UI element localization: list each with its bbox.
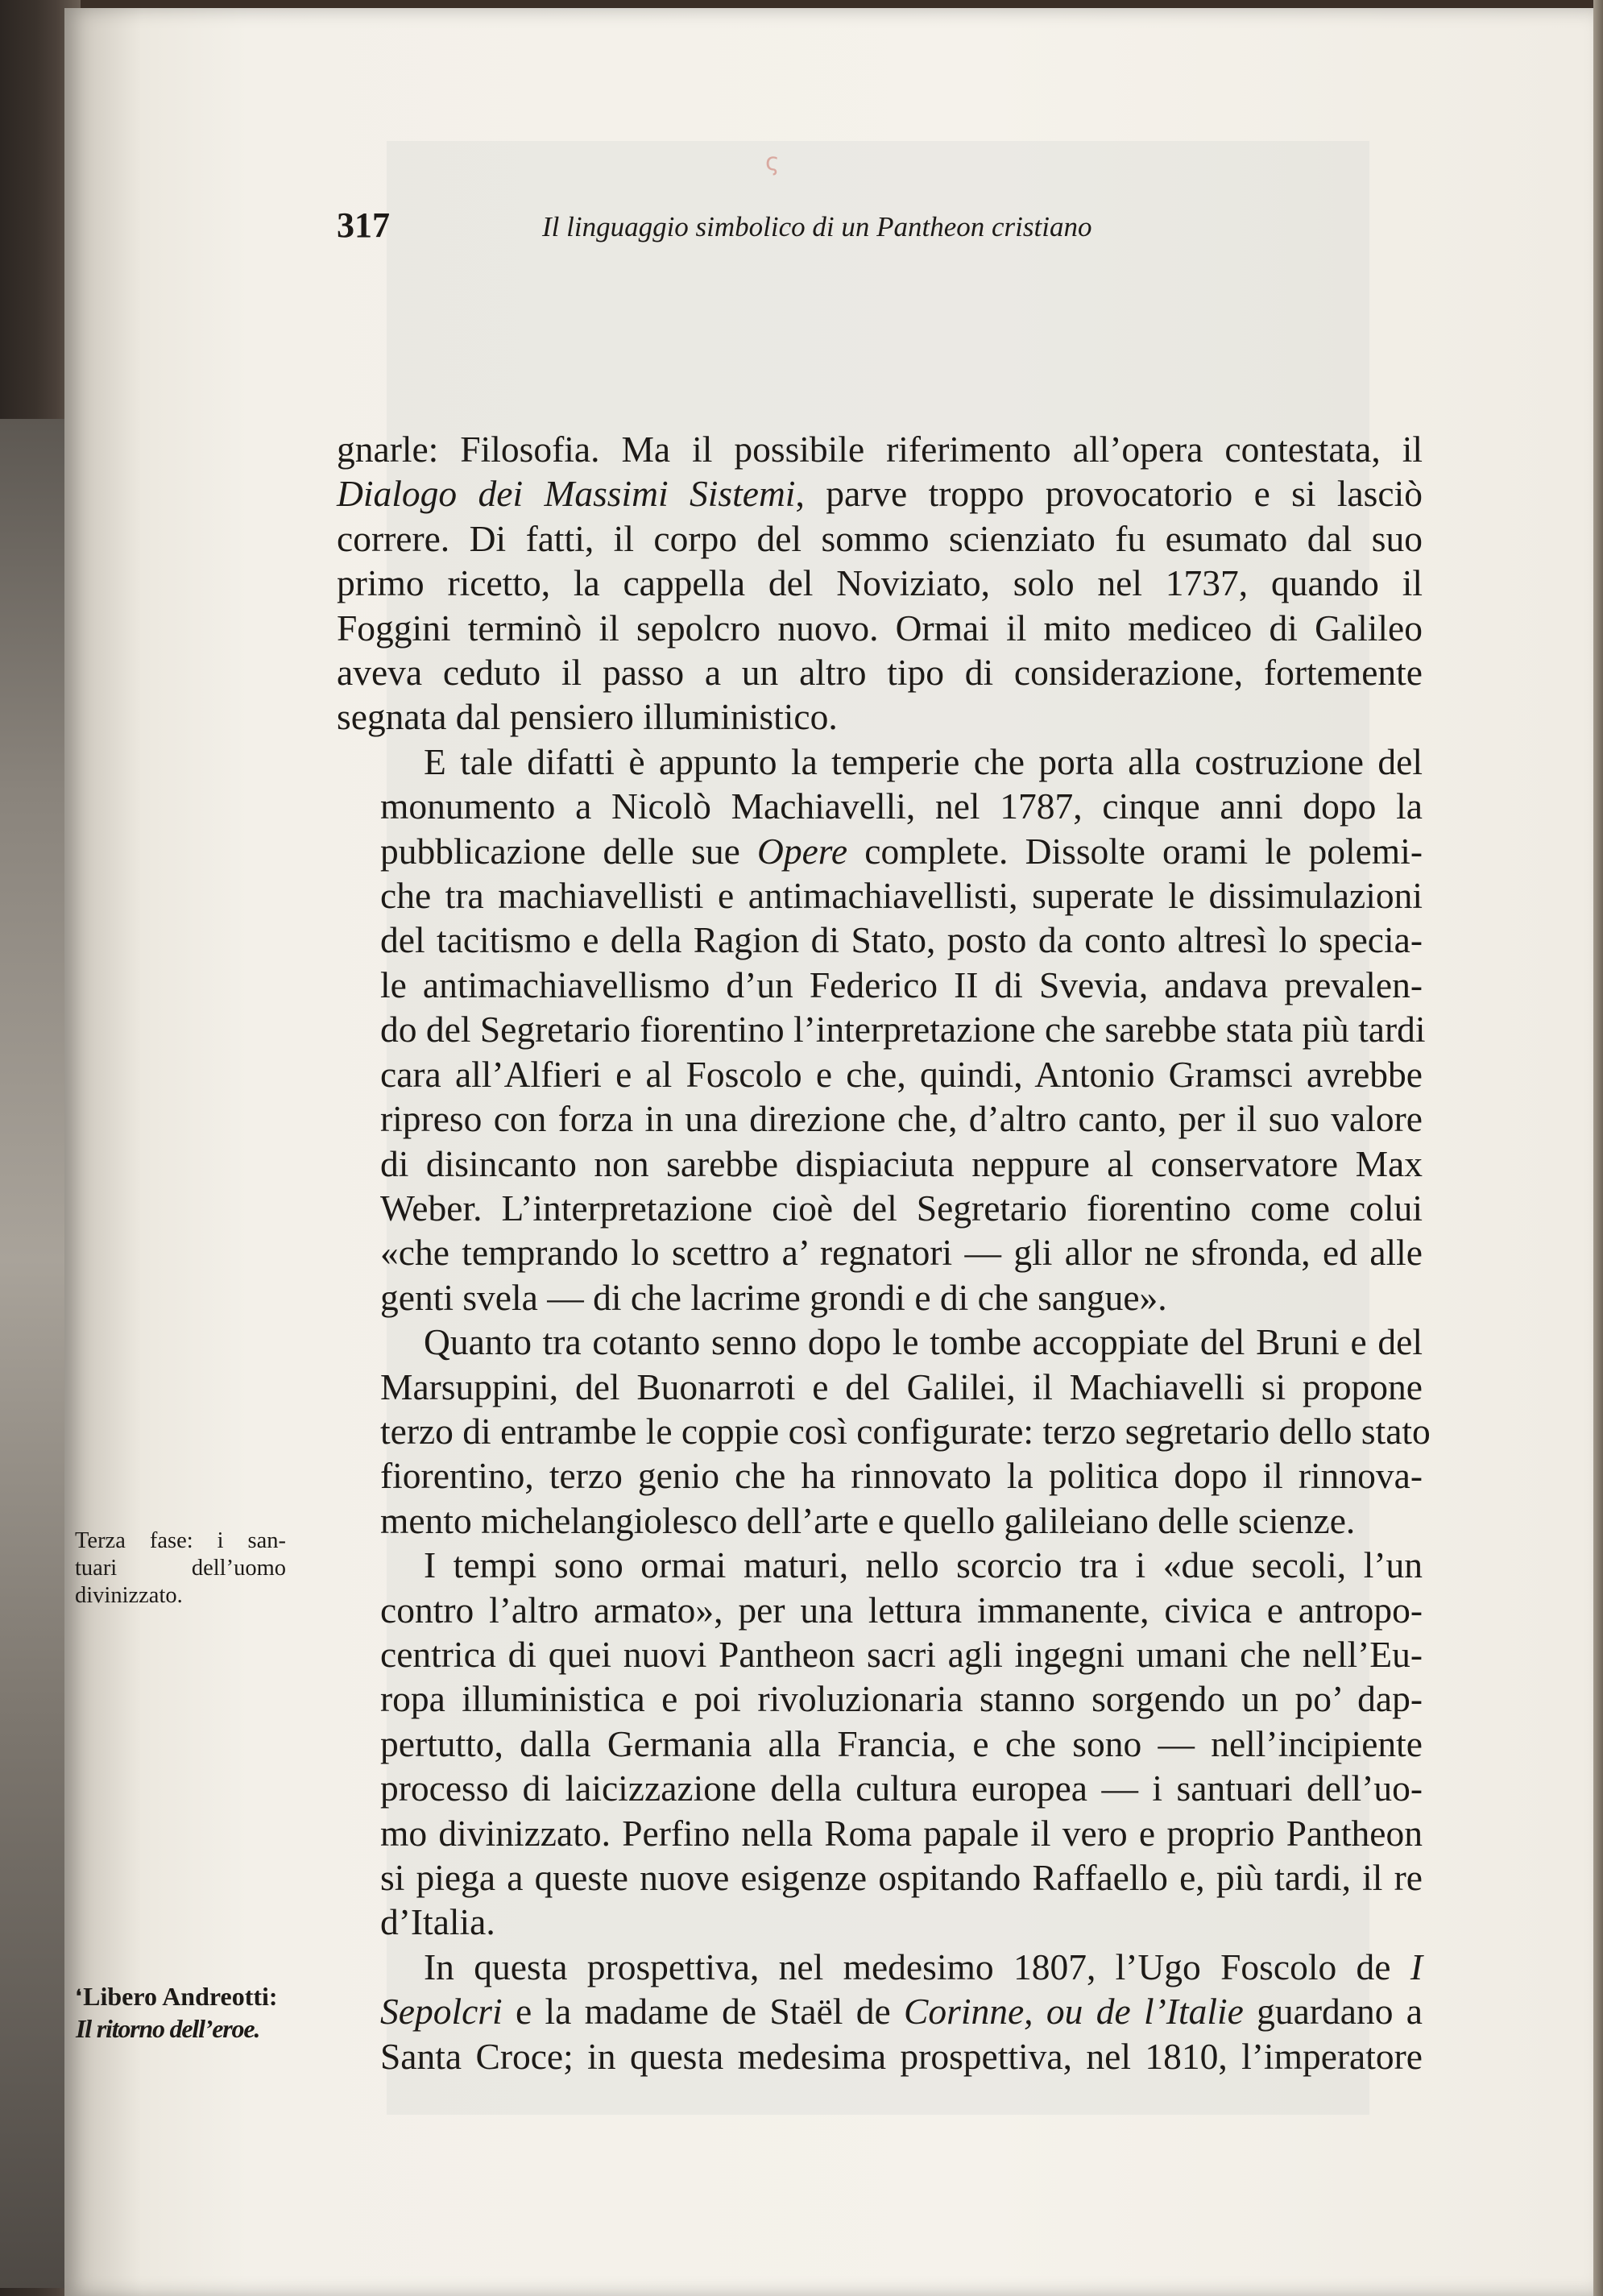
text-line: Foggini terminò il sepolcro nuovo. Ormai il mito mediceo di Galileo — [337, 607, 1423, 649]
text-line: del tacitismo e della Ragion di Stato, posto da conto altresì lo specia- — [380, 919, 1423, 961]
text-line: In questa prospettiva, nel medesimo 1807, l’Ugo Foscolo de I — [424, 1946, 1423, 1987]
work-title: Dialogo dei Massimi Sistemi — [337, 473, 796, 515]
text-line: si piega a queste nuove esigenze ospitando Raffaello e, più tardi, il re — [380, 1857, 1423, 1898]
text-line: I tempi sono ormai maturi, nello scorcio tra i «due secoli, l’un — [424, 1544, 1423, 1586]
margin-note-line: Terza fase: i san- — [75, 1528, 286, 1553]
text-line: Weber. L’interpretazione cioè del Segretario fiorentino come colui — [380, 1187, 1423, 1229]
text-line: Santa Croce; in questa medesima prospettiva, nel 1810, l’imperatore — [380, 2035, 1423, 2077]
margin-note — [75, 1527, 286, 1610]
work-title: Opere — [757, 830, 848, 872]
text-line: centrica di quei nuovi Pantheon sacri agli ingegni umani che nell’Eu- — [380, 1633, 1423, 1675]
text-line: segnata dal pensiero illuministico. — [337, 696, 838, 738]
text-line: terzo di entrambe le coppie così configurate: terzo segretario dello stato — [380, 1410, 1431, 1452]
text-line: processo di laicizzazione della cultura europea — i santuari dell’uo- — [380, 1768, 1423, 1809]
text-line: Quanto tra cotanto senno dopo le tombe accoppiate del Bruni e del — [424, 1321, 1423, 1363]
text-line: gnarle: Filosofia. Ma il possibile riferimento all’opera contestata, il — [337, 429, 1423, 470]
text-line: correre. Di fatti, il corpo del sommo scienziato fu esumato dal suo — [337, 517, 1423, 559]
paragraph — [337, 1543, 1423, 1945]
text-line: fiorentino, terzo genio che ha rinnovato la politica dopo il rinnova- — [380, 1455, 1423, 1497]
text-line: Marsuppini, del Buonarroti e del Galilei, il Machiavelli si propone — [380, 1366, 1423, 1407]
text-line: ropa illuministica e poi rivoluzionaria stanno sorgendo un po’ dap- — [380, 1678, 1423, 1720]
text-line: pertutto, dalla Germania alla Francia, e che sono — nell’incipiente — [380, 1722, 1423, 1764]
text-line: aveva ceduto il passo a un altro tipo di considerazione, fortemente — [337, 652, 1423, 694]
text-line: monumento a Nicolò Machiavelli, nel 1787, cinque anni dopo la — [380, 785, 1423, 827]
book-right-edge — [1593, 0, 1603, 2296]
text-line: E tale difatti è appunto la temperie che porta alla costruzione del — [424, 740, 1423, 782]
paragraph — [337, 1945, 1423, 2078]
text-line: di disincanto non sarebbe dispiaciuta neppure al conservatore Max — [380, 1142, 1423, 1184]
paragraph — [337, 427, 1423, 740]
caption-artist: ❛Libero Andreotti: — [76, 1982, 278, 2011]
text-line: ripreso con forza in una direzione che, d’altro canto, per il suo valore — [380, 1098, 1423, 1140]
caption-work-title: Il ritorno dell’eroe. — [76, 2014, 260, 2043]
text-line: genti svela — di che lacrime grondi e di che sangue». — [380, 1276, 1167, 1318]
text-line: do del Segretario fiorentino l’interpretazione che sarebbe stata più tardi — [380, 1009, 1426, 1051]
caption-bullet-icon: ❛ — [76, 1986, 82, 2006]
text-line: le antimachiavellismo d’un Federico II di Svevia, andava prevalen- — [380, 964, 1423, 1005]
text-line: cara all’Alfieri e al Foscolo e che, quindi, Antonio Gramsci avrebbe — [380, 1053, 1423, 1095]
text-line: mo divinizzato. Perfino nella Roma papale il vero e proprio Pantheon — [380, 1812, 1423, 1854]
text-line: Sepolcri e la madame de Staël de Corinne, ou de l’Italie guardano a — [380, 1991, 1423, 2033]
paragraph — [337, 1320, 1431, 1543]
pencil-mark: ς — [765, 148, 780, 176]
work-title: Corinne, ou de l’Italie — [904, 1991, 1244, 2033]
figure-caption — [76, 1980, 292, 2045]
text-line: pubblicazione delle sue Opere complete. Dissolte orami le polemi- — [380, 830, 1423, 872]
text-line: contro l’altro armato», per una lettura immanente, civica e antropo- — [380, 1589, 1423, 1631]
work-title: I — [1410, 1946, 1423, 1987]
margin-note-line: tuari dell’uomo — [75, 1556, 286, 1581]
text-line: mento michelangiolesco dell’arte e quello galileiano delle scienze. — [380, 1499, 1356, 1541]
running-head — [337, 201, 1424, 250]
work-title: Sepolcri — [380, 1991, 503, 2033]
running-title: Il linguaggio simbolico di un Pantheon cristiano — [542, 211, 1092, 242]
body-text — [337, 427, 1431, 2078]
text-line: d’Italia. — [380, 1901, 495, 1943]
paragraph — [337, 740, 1426, 1320]
page-number: 317 — [337, 205, 390, 245]
margin-note-line: divinizzato. — [75, 1583, 183, 1608]
text-line: primo ricetto, la cappella del Noviziato, solo nel 1737, quando il — [337, 562, 1423, 604]
text-line: «che temprando lo scettro a’ regnatori — gli allor ne sfronda, ed alle — [380, 1232, 1423, 1274]
text-line: che tra machiavellisti e antimachiavellisti, superate le dissimulazioni — [380, 875, 1423, 917]
text-line: Dialogo dei Massimi Sistemi, parve troppo provocatorio e si lasciò — [337, 473, 1423, 515]
